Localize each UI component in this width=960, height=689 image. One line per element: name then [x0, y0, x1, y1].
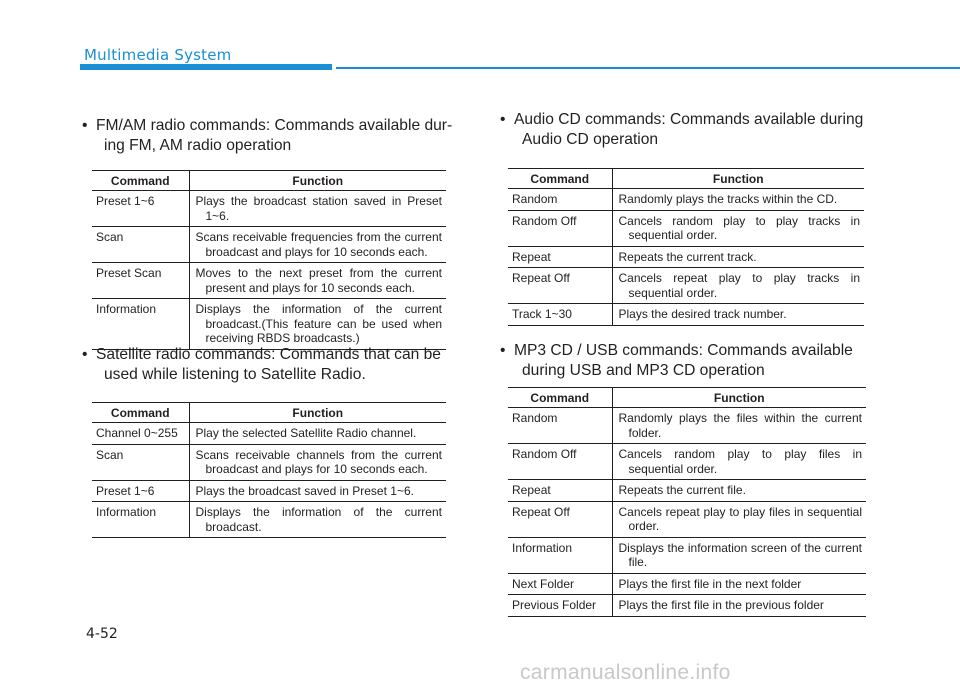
command-cell: Channel 0~255	[92, 423, 189, 445]
table-row	[92, 444, 446, 480]
function-text: Scans receivable channels from the current broadcast and plays for 10 seconds each.	[195, 447, 442, 476]
fm-am-bullet-line1: FM/AM radio commands: Commands available dur-	[96, 117, 453, 134]
function-text: Cancels random play to play files in sequential order.	[618, 447, 862, 476]
function-text: Plays the broadcast saved in Preset 1~6.	[195, 483, 414, 498]
command-cell: Repeat	[508, 480, 612, 502]
function-cell	[189, 299, 446, 350]
table-row	[508, 189, 864, 211]
command-cell: Repeat Off	[508, 268, 612, 304]
function-cell	[612, 304, 864, 326]
command-cell: Information	[92, 502, 189, 538]
table-row	[92, 480, 446, 502]
function-text: Cancels random play to play tracks in sequential order.	[618, 213, 860, 242]
column-header-command: Command	[508, 388, 612, 408]
page-number: 4-52	[86, 626, 118, 642]
column-header-command: Command	[508, 169, 612, 189]
table-row	[508, 480, 866, 502]
command-cell: Random Off	[508, 210, 612, 246]
table-row	[92, 299, 446, 350]
table-row	[92, 263, 446, 299]
function-cell	[189, 227, 446, 263]
function-text: Randomly plays the files within the current folder.	[618, 411, 862, 440]
function-cell	[612, 408, 866, 444]
function-cell	[612, 246, 864, 268]
table-row	[508, 501, 866, 537]
function-cell	[189, 444, 446, 480]
command-cell: Track 1~30	[508, 304, 612, 326]
audio-cd-command-table	[508, 168, 864, 326]
audio-cd-bullet	[500, 110, 870, 150]
table-row	[508, 537, 866, 573]
command-cell: Previous Folder	[508, 595, 612, 617]
bullet-dot: •	[82, 117, 88, 134]
table-row	[508, 210, 864, 246]
function-cell	[189, 191, 446, 227]
function-cell	[612, 573, 866, 595]
function-text: Plays the first file in the next folder	[618, 576, 802, 591]
fm-am-bullet	[82, 116, 460, 156]
mp3-usb-bullet-line2: during USB and MP3 CD operation	[522, 362, 765, 379]
fm-am-command-table	[92, 170, 446, 350]
column-header-function: Function	[612, 388, 866, 408]
column-header-function: Function	[612, 169, 864, 189]
function-text: Cancels repeat play to play tracks in sequential order.	[618, 271, 860, 300]
command-cell: Preset 1~6	[92, 191, 189, 227]
function-cell	[612, 480, 866, 502]
function-cell	[612, 189, 864, 211]
audio-cd-bullet-line2: Audio CD operation	[522, 131, 659, 148]
fm-am-bullet-line2: ing FM, AM radio operation	[104, 137, 292, 154]
bullet-dot: •	[500, 342, 506, 359]
function-text: Displays the information screen of the current file.	[618, 540, 862, 569]
table-row	[92, 423, 446, 445]
function-cell	[612, 444, 866, 480]
command-cell: Preset Scan	[92, 263, 189, 299]
column-header-function: Function	[189, 171, 446, 191]
function-cell	[189, 263, 446, 299]
command-cell: Repeat	[508, 246, 612, 268]
function-text: Plays the first file in the previous folder	[618, 598, 824, 612]
function-text: Moves to the next preset from the current present and plays for 10 seconds each.	[195, 266, 442, 295]
header-rule-thin	[336, 67, 960, 69]
command-cell: Information	[92, 299, 189, 350]
header-rule-thick	[80, 64, 332, 70]
function-text: Repeats the current file.	[618, 483, 746, 497]
column-header-command: Command	[92, 403, 189, 423]
function-cell	[612, 537, 866, 573]
function-text: Plays the desired track number.	[618, 307, 787, 321]
command-cell: Next Folder	[508, 573, 612, 595]
mp3-usb-bullet-line1: MP3 CD / USB commands: Commands available	[514, 342, 853, 359]
mp3-usb-bullet	[500, 341, 870, 381]
table-row	[508, 304, 864, 326]
function-cell	[189, 480, 446, 502]
table-row	[508, 268, 864, 304]
section-title: Multimedia System	[84, 46, 232, 64]
column-header-function: Function	[189, 403, 446, 423]
function-cell	[612, 210, 864, 246]
command-cell: Random	[508, 189, 612, 211]
command-cell: Random Off	[508, 444, 612, 480]
table-row	[508, 573, 866, 595]
satellite-command-table	[92, 402, 446, 538]
table-row	[92, 502, 446, 538]
mp3-usb-command-table	[508, 387, 866, 617]
command-cell: Repeat Off	[508, 501, 612, 537]
table-row	[508, 246, 864, 268]
satellite-bullet	[82, 345, 460, 385]
function-text: Displays the information of the current broadcast.	[195, 505, 442, 534]
function-cell	[612, 268, 864, 304]
function-cell	[612, 595, 866, 617]
function-text: Cancels repeat play to play files in sequential order.	[618, 504, 862, 533]
table-row	[508, 595, 866, 617]
command-cell: Scan	[92, 227, 189, 263]
function-text: Repeats the current track.	[618, 249, 757, 264]
column-header-command: Command	[92, 171, 189, 191]
command-cell: Random	[508, 408, 612, 444]
function-cell	[612, 501, 866, 537]
audio-cd-bullet-line1: Audio CD commands: Commands available during	[514, 111, 864, 128]
watermark: carmanualsonline.info	[520, 661, 731, 684]
bullet-dot: •	[500, 111, 506, 128]
bullet-dot: •	[82, 346, 88, 363]
function-text: Plays the broadcast station saved in Preset 1~6.	[195, 194, 442, 223]
table-row	[92, 227, 446, 263]
function-text: Scans receivable frequencies from the current broadcast and plays for 10 seconds each.	[195, 230, 442, 259]
function-cell	[189, 423, 446, 445]
command-cell: Information	[508, 537, 612, 573]
satellite-bullet-line2: used while listening to Satellite Radio.	[104, 366, 366, 383]
function-cell	[189, 502, 446, 538]
command-cell: Preset 1~6	[92, 480, 189, 502]
command-cell: Scan	[92, 444, 189, 480]
function-text: Randomly plays the tracks within the CD.	[618, 192, 838, 206]
function-text: Play the selected Satellite Radio channel.	[195, 426, 417, 440]
table-row	[508, 408, 866, 444]
table-row	[92, 191, 446, 227]
satellite-bullet-line1: Satellite radio commands: Commands that can be	[96, 346, 441, 363]
table-row	[508, 444, 866, 480]
function-text: Displays the information of the current broadcast.(This feature can be used when receiving RBDS broadcasts.)	[195, 302, 442, 345]
